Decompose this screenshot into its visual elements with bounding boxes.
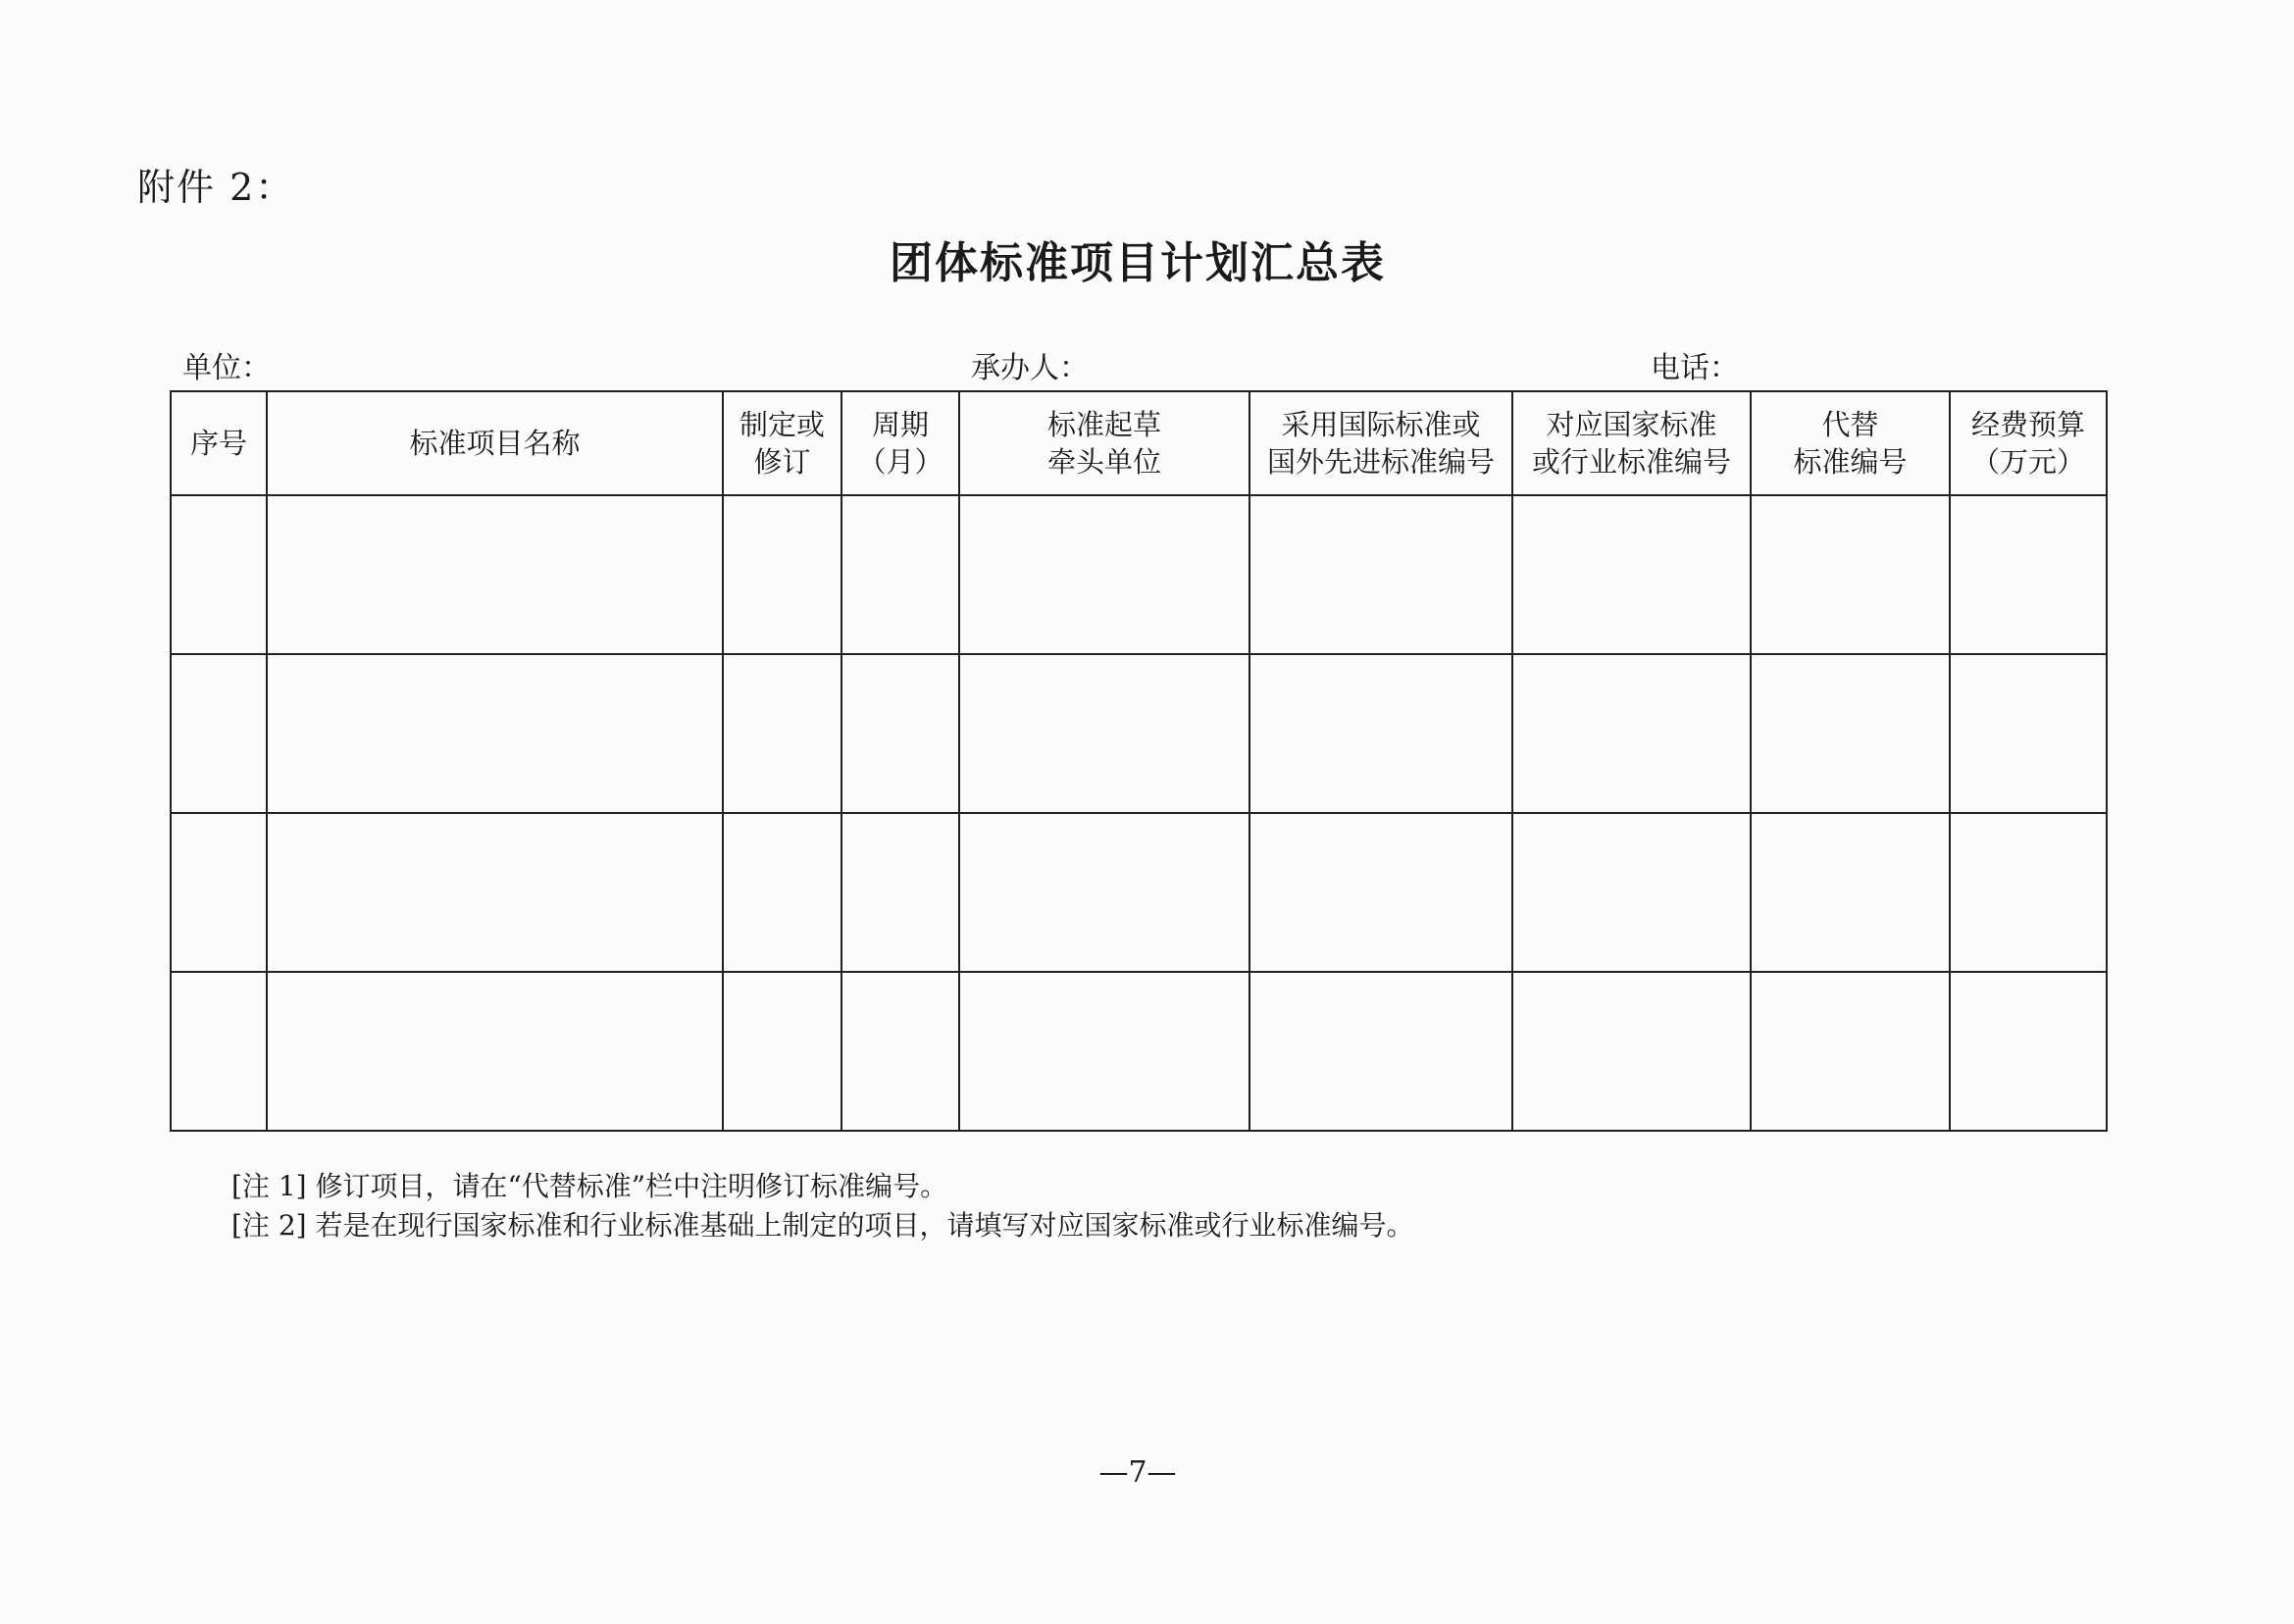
table-cell[interactable] bbox=[171, 654, 267, 813]
table-cell[interactable] bbox=[1512, 495, 1751, 654]
header-project-name: 标准项目名称 bbox=[267, 391, 723, 495]
table-cell[interactable] bbox=[171, 495, 267, 654]
table-header-row bbox=[171, 391, 2107, 495]
table-cell[interactable] bbox=[841, 813, 959, 972]
page-number: —7— bbox=[1098, 1455, 1177, 1490]
table-cell[interactable] bbox=[723, 813, 841, 972]
table-cell[interactable] bbox=[959, 495, 1249, 654]
table-cell[interactable] bbox=[959, 813, 1249, 972]
table-cell[interactable] bbox=[1249, 972, 1512, 1131]
unit-field-label: 单位： bbox=[182, 351, 271, 385]
table-cell[interactable] bbox=[723, 495, 841, 654]
header-lead-drafting-unit: 标准起草 牵头单位 bbox=[959, 391, 1249, 495]
table-cell[interactable] bbox=[1950, 972, 2107, 1131]
table-row bbox=[171, 972, 2107, 1131]
table-cell[interactable] bbox=[841, 972, 959, 1131]
table-cell[interactable] bbox=[267, 972, 723, 1131]
table-cell[interactable] bbox=[1512, 972, 1751, 1131]
project-plan-table bbox=[170, 390, 2108, 1132]
header-serial-number: 序号 bbox=[171, 391, 267, 495]
table-cell[interactable] bbox=[1751, 813, 1950, 972]
table-cell[interactable] bbox=[723, 654, 841, 813]
page-title: 团体标准项目计划汇总表 bbox=[890, 238, 1386, 288]
table-cell[interactable] bbox=[1751, 972, 1950, 1131]
table-cell[interactable] bbox=[1950, 654, 2107, 813]
table-cell[interactable] bbox=[1512, 654, 1751, 813]
table-cell[interactable] bbox=[959, 654, 1249, 813]
header-establish-or-revise: 制定或 修订 bbox=[723, 391, 841, 495]
table-cell[interactable] bbox=[267, 813, 723, 972]
attachment-label: 附件 2： bbox=[137, 166, 295, 209]
table-cell[interactable] bbox=[1751, 495, 1950, 654]
footnotes bbox=[231, 1167, 1413, 1245]
table-cell[interactable] bbox=[1249, 813, 1512, 972]
table-cell[interactable] bbox=[723, 972, 841, 1131]
table-cell[interactable] bbox=[959, 972, 1249, 1131]
footnote-2: [注 2] 若是在现行国家标准和行业标准基础上制定的项目，请填写对应国家标准或行业标准编号。 bbox=[231, 1209, 1414, 1242]
header-national-standard-number: 对应国家标准 或行业标准编号 bbox=[1512, 391, 1751, 495]
table-cell[interactable] bbox=[1751, 654, 1950, 813]
table-row bbox=[171, 813, 2107, 972]
header-replaced-standard-number: 代替 标准编号 bbox=[1751, 391, 1950, 495]
table-cell[interactable] bbox=[1950, 495, 2107, 654]
table-row bbox=[171, 654, 2107, 813]
table-cell[interactable] bbox=[267, 495, 723, 654]
footnote-1: [注 1] 修订项目，请在“代替标准”栏中注明修订标准编号。 bbox=[231, 1170, 948, 1202]
table-cell[interactable] bbox=[1950, 813, 2107, 972]
header-international-standard-number: 采用国际标准或 国外先进标准编号 bbox=[1249, 391, 1512, 495]
table-row bbox=[171, 495, 2107, 654]
header-budget: 经费预算 （万元） bbox=[1950, 391, 2107, 495]
handler-field-label: 承办人： bbox=[971, 351, 1089, 385]
table-cell[interactable] bbox=[1512, 813, 1751, 972]
table-cell[interactable] bbox=[841, 495, 959, 654]
table-cell[interactable] bbox=[171, 813, 267, 972]
table-cell[interactable] bbox=[171, 972, 267, 1131]
table-cell[interactable] bbox=[1249, 495, 1512, 654]
table-cell[interactable] bbox=[267, 654, 723, 813]
table-cell[interactable] bbox=[1249, 654, 1512, 813]
table-cell[interactable] bbox=[841, 654, 959, 813]
phone-field-label: 电话： bbox=[1651, 351, 1739, 385]
header-cycle-months: 周期 （月） bbox=[841, 391, 959, 495]
